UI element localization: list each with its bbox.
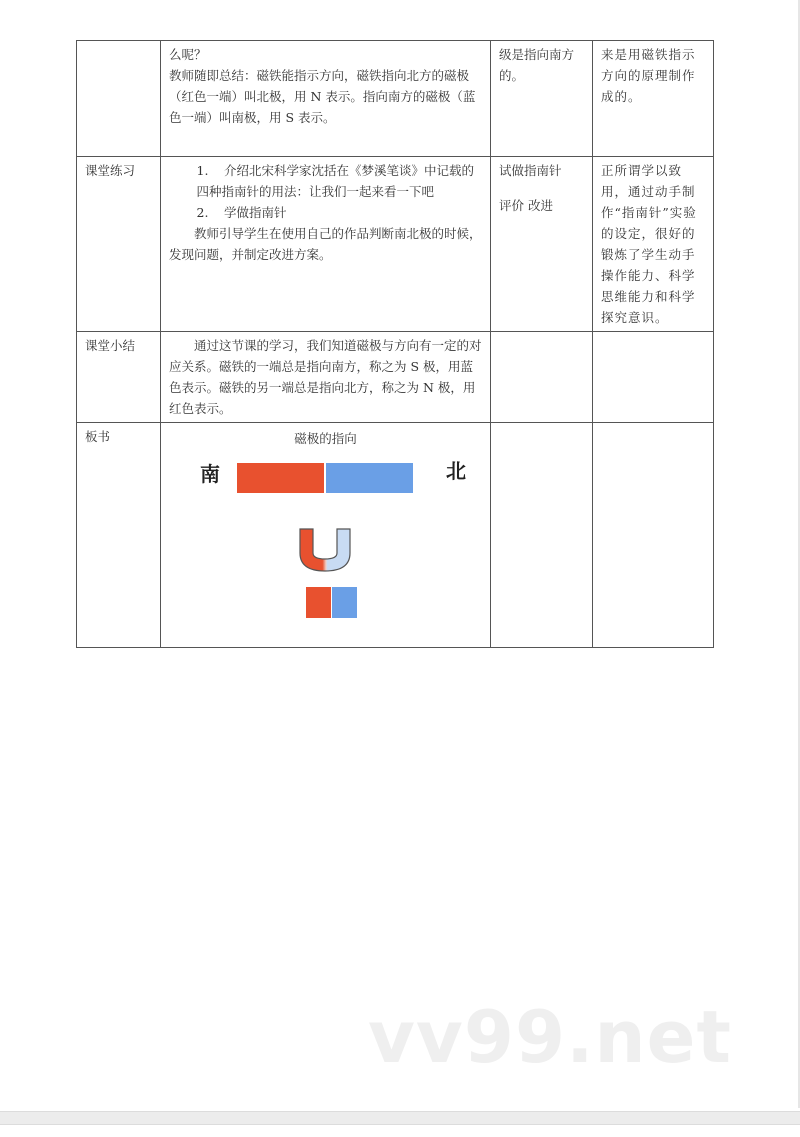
student-activity — [491, 157, 593, 332]
design-intent: 正所谓学以致用，通过动手制作“指南针”实验的设定，很好的锻炼了学生动手操作能力、科学思维能力和科学探究意识。 — [593, 157, 714, 332]
design-intent — [593, 423, 714, 648]
row-content — [161, 41, 491, 157]
content-paragraph: 教师随即总结：磁铁能指示方向，磁铁指向北方的磁极（红色一端）叫北极，用 N 表示。指向南方的磁极（蓝色一端）叫南极，用 S 表示。 — [169, 68, 476, 125]
design-intent: 来是用磁铁指示方向的原理制作成的。 — [593, 41, 714, 157]
student-activity — [491, 332, 593, 423]
design-intent — [593, 332, 714, 423]
activity-line: 试做指南针 — [499, 163, 562, 178]
blackboard-design — [161, 423, 491, 648]
south-label: 南 — [200, 462, 220, 486]
item-text: 学做指南针 — [224, 205, 287, 220]
item-number: 1. — [196, 163, 209, 178]
table-row — [77, 157, 714, 332]
north-label: 北 — [446, 459, 466, 483]
lesson-plan-table — [76, 40, 714, 648]
watermark: vv99.net — [368, 995, 732, 1079]
item-text: 介绍北宋科学家沈括在《梦溪笔谈》中记载的四种指南针的用法：让我们一起来看一下吧 — [196, 163, 475, 199]
bar-magnet-blue-pole — [326, 463, 413, 493]
content-line: 么呢？ — [169, 47, 207, 62]
numbered-item — [169, 160, 482, 202]
activity-line: 评价 改进 — [499, 198, 553, 213]
table-row — [77, 332, 714, 423]
content-paragraph: 通过这节课的学习，我们知道磁极与方向有一定的对应关系。磁铁的一端总是指向南方，称之为 S 极，用蓝色表示。磁铁的另一端总是指向北方，称之为 N 极，用红色表示。 — [169, 338, 482, 416]
table-row — [77, 423, 714, 648]
row-label: 板书 — [77, 423, 161, 648]
row-label: 课堂练习 — [77, 157, 161, 332]
bar-magnet-red-pole — [237, 463, 324, 493]
board-diagram — [169, 449, 482, 644]
small-magnet-red-pole — [306, 587, 331, 618]
content-paragraph: 教师引导学生在使用自己的作品判断南北极的时候，发现问题，并制定改进方案。 — [169, 226, 482, 262]
student-activity — [491, 423, 593, 648]
numbered-item — [169, 202, 482, 223]
small-magnet-blue-pole — [332, 587, 357, 618]
page-separator — [0, 1111, 800, 1125]
table-row — [77, 41, 714, 157]
row-content — [161, 157, 491, 332]
row-content — [161, 332, 491, 423]
item-number: 2. — [196, 205, 209, 220]
board-title: 磁极的指向 — [294, 431, 357, 446]
student-activity: 级是指向南方的。 — [491, 41, 593, 157]
row-label — [77, 41, 161, 157]
u-magnet-icon — [296, 525, 354, 573]
row-label: 课堂小结 — [77, 332, 161, 423]
